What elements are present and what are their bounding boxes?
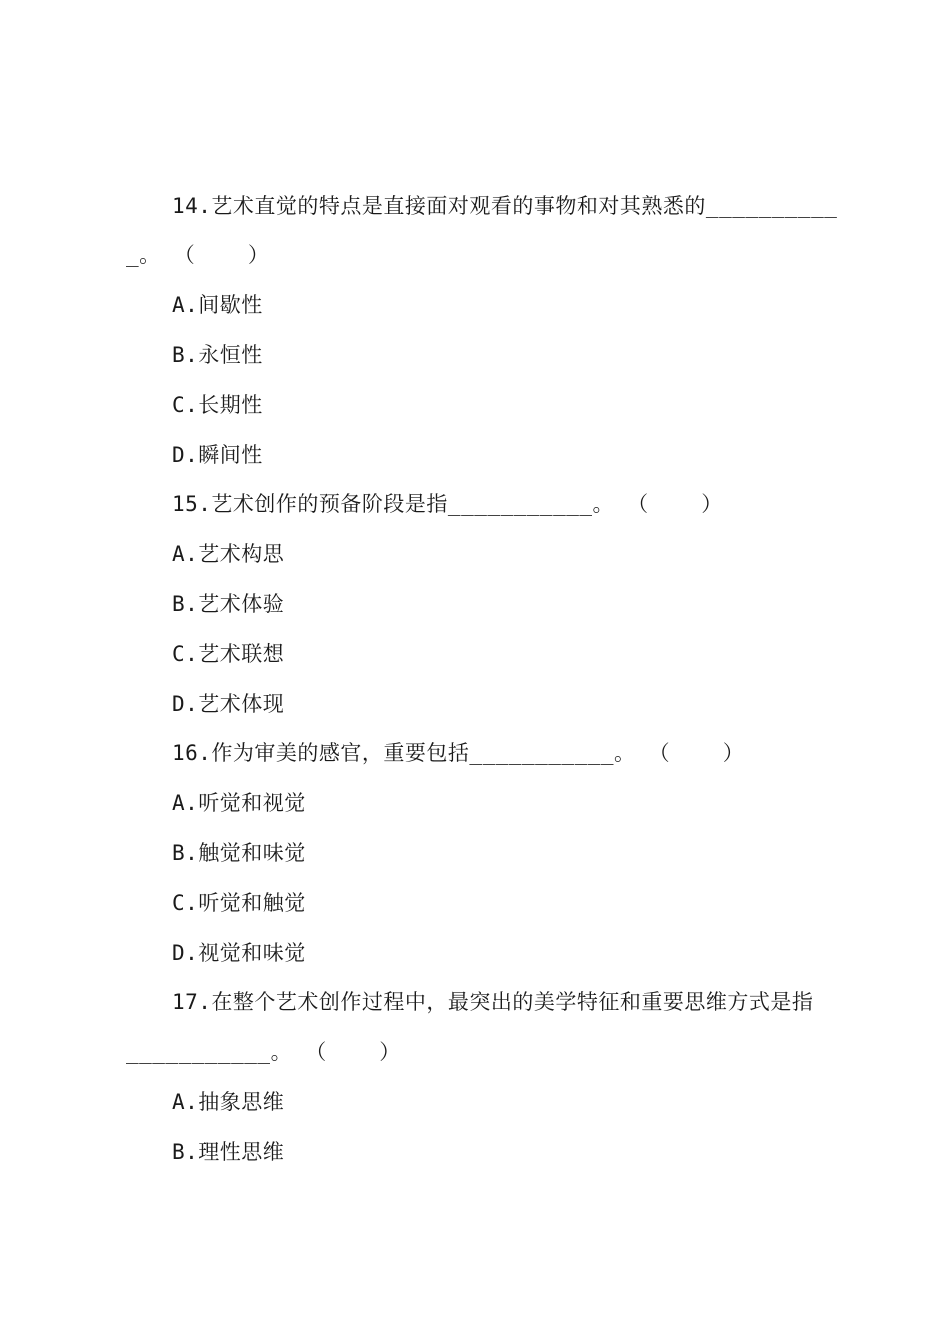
question-16-option-b: B.触觉和味觉 bbox=[172, 841, 306, 865]
question-16-option-a: A.听觉和视觉 bbox=[172, 791, 306, 815]
question-15-option-d: D.艺术体现 bbox=[172, 692, 285, 716]
question-17-option-a: A.抽象思维 bbox=[172, 1090, 285, 1114]
question-17-option-b: B.理性思维 bbox=[172, 1140, 285, 1164]
question-14-stem: 14.艺术直觉的特点是直接面对观看的事物和对其熟悉的__________ bbox=[172, 194, 838, 218]
question-15-stem: 15.艺术创作的预备阶段是指___________。 （ ） bbox=[172, 492, 723, 516]
question-15-option-c: C.艺术联想 bbox=[172, 642, 285, 666]
question-14-option-d: D.瞬间性 bbox=[172, 443, 263, 467]
question-17-stem: 17.在整个艺术创作过程中，最突出的美学特征和重要思维方式是指 bbox=[172, 990, 814, 1014]
question-14-option-a: A.间歇性 bbox=[172, 293, 263, 317]
question-14-option-c: C.长期性 bbox=[172, 393, 263, 417]
question-16-option-c: C.听觉和触觉 bbox=[172, 891, 306, 915]
question-14-stem-continuation: _。 （ ） bbox=[126, 243, 270, 267]
question-16-stem: 16.作为审美的感官，重要包括___________。 （ ） bbox=[172, 741, 745, 765]
question-15-option-a: A.艺术构思 bbox=[172, 542, 285, 566]
question-16-option-d: D.视觉和味觉 bbox=[172, 941, 306, 965]
question-15-option-b: B.艺术体验 bbox=[172, 592, 285, 616]
question-17-stem-continuation: ___________。 （ ） bbox=[126, 1040, 401, 1064]
question-14-option-b: B.永恒性 bbox=[172, 343, 263, 367]
